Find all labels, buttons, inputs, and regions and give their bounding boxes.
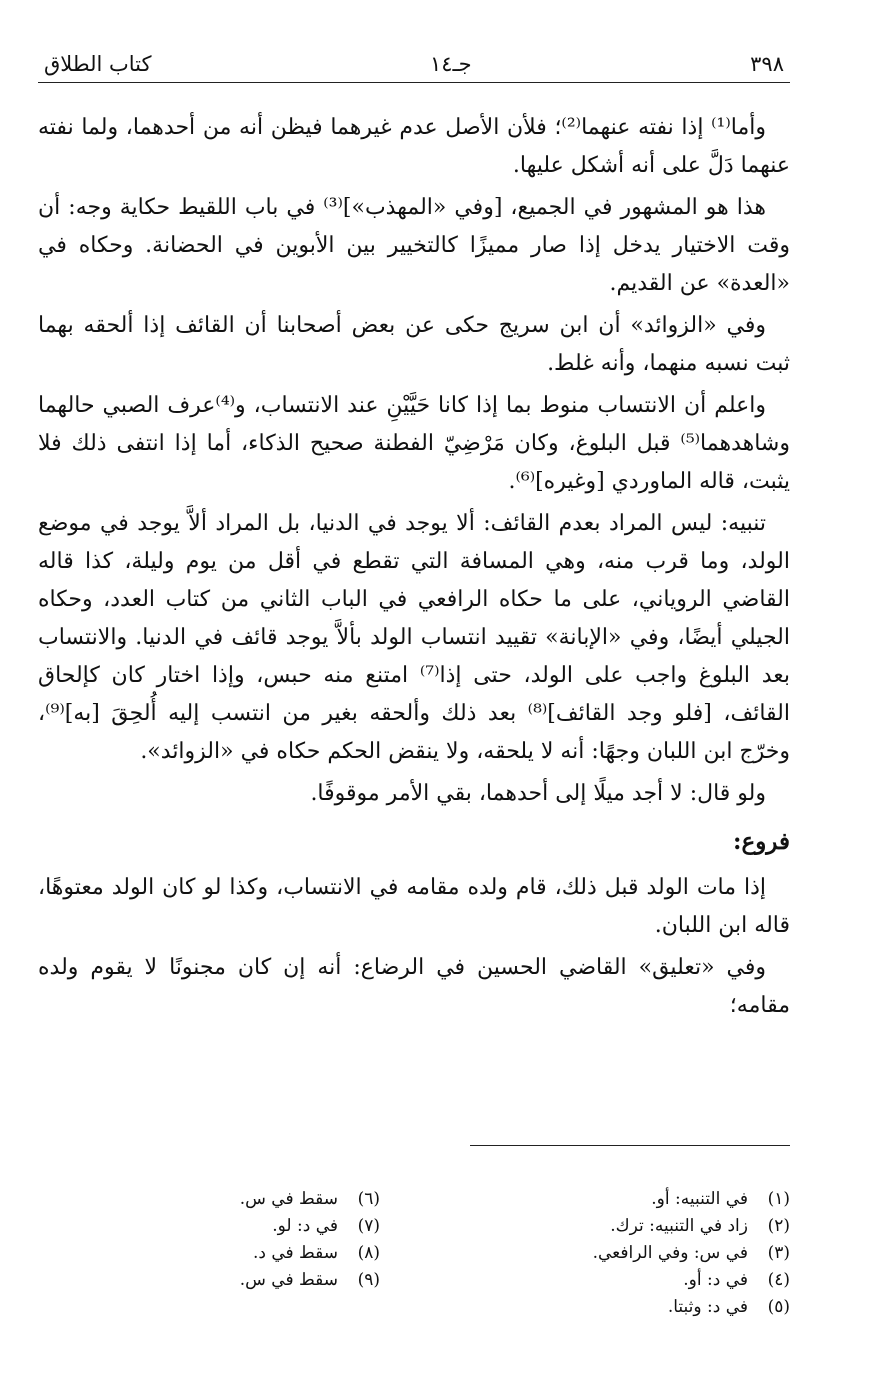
footnote-number: (١) [767, 1189, 790, 1209]
footnote-text: في التنبيه: أو. [651, 1189, 748, 1209]
footnote-item [490, 1267, 790, 1294]
footnote-number: (٥) [767, 1297, 790, 1317]
page-number: ٣٩٨ [750, 52, 784, 76]
footnote-item [80, 1186, 380, 1213]
volume-label: جـ١٤ [429, 52, 472, 76]
footnote-item [80, 1267, 380, 1294]
footnote-text: في د: أو. [683, 1270, 748, 1290]
footnote-number: (٢) [767, 1216, 790, 1236]
footnotes-column-left [80, 1186, 380, 1294]
footnote-item [80, 1240, 380, 1267]
footnote-item [490, 1186, 790, 1213]
paragraph-3: وفي «الزوائد» أن ابن سريج حكى عن بعض أصحابنا أن القائف إذا ألحقه بهما ثبت نسبه منهما، وأنه غلط. [38, 313, 790, 376]
footnote-number: (٦) [357, 1189, 380, 1209]
footnotes-column-right [490, 1186, 790, 1321]
paragraph-6: ولو قال: لا أجد ميلًا إلى أحدهما، بقي الأمر موقوفًا. [310, 781, 766, 806]
footnote-text: في د: لو. [272, 1216, 338, 1236]
footnote-number: (٨) [357, 1243, 380, 1263]
footnote-item [490, 1294, 790, 1321]
book-page [38, 52, 790, 1317]
running-header [38, 52, 790, 83]
footnote-number: (٧) [357, 1216, 380, 1236]
footnote-number: (٤) [767, 1270, 790, 1290]
footnote-separator [470, 1145, 790, 1146]
section-subheading: فروع: [732, 828, 790, 855]
paragraph-2: هذا هو المشهور في الجميع، [وفي «المهذب»]⁽³⁾ في باب اللقيط حكاية وجه: أن وقت الاختيار يدخل إذا صار مميزًا كالتخيير بين الأبوين في الحضانة. وحكاه في «العدة» عن القديم. [38, 195, 790, 296]
footnote-number: (٩) [357, 1270, 380, 1290]
paragraph-5: تنبيه: ليس المراد بعدم القائف: ألا يوجد في الدنيا، بل المراد ألاَّ يوجد في موضع الولد، وما قرب منه، وهي المسافة التي تقطع في أقل من يوم وليلة، كذا قاله القاضي الروياني، على ما حكاه الرافعي في الباب الثاني من كتاب العدد، وحكاه الجيلي أيضًا، وفي «الإبانة» تقييد انتساب الولد بألاَّ يوجد قائف في الدنيا. والانتساب بعد البلوغ واجب على الولد، حتى إذا⁽⁷⁾ امتنع منه حبس، وإذا اختار كان كإلحاق القائف، [فلو وجد القائف]⁽⁸⁾ بعد ذلك وألحقه بغير من انتسب إليه أُلحِقَ [به]⁽⁹⁾، وخرّج ابن اللبان وجهًا: أنه لا يلحقه، ولا ينقض الحكم حكاه في «الزوائد». [38, 511, 790, 764]
footnote-text: سقط في س. [239, 1189, 338, 1209]
footnote-text: سقط في د. [252, 1243, 338, 1263]
footnote-item [80, 1213, 380, 1240]
footnote-item [490, 1240, 790, 1267]
footnote-text: في د: وثبتا. [667, 1297, 748, 1317]
paragraph-7: إذا مات الولد قبل ذلك، قام ولده مقامه في الانتساب، وكذا لو كان الولد معتوهًا، قاله ابن اللبان. [38, 875, 790, 938]
paragraph-4: واعلم أن الانتساب منوط بما إذا كانا حَيَّيْنِ عند الانتساب، و⁽⁴⁾عرف الصبي حالهما وشاهدهما⁽⁵⁾ قبل البلوغ، وكان مَرْضِيّ الفطنة صحيح الذكاء، أما إذا انتفى ذلك فلا يثبت، قاله الماوردي [وغيره]⁽⁶⁾. [38, 393, 790, 494]
paragraph-8: وفي «تعليق» القاضي الحسين في الرضاع: أنه إن كان مجنونًا لا يقوم ولده مقامه؛ [38, 955, 790, 1018]
footnote-text: في س: وفي الرافعي. [592, 1243, 748, 1263]
footnote-item [490, 1213, 790, 1240]
footnote-text: زاد في التنبيه: ترك. [610, 1216, 748, 1236]
paragraph-1: وأما⁽¹⁾ إذا نفته عنهما⁽²⁾؛ فلأن الأصل عدم غيرهما فيظن أنه من أحدهما، ولما نفته عنهما دَلَّ على أنه أشكل عليها. [38, 115, 790, 178]
footnote-text: سقط في س. [239, 1270, 338, 1290]
footnote-number: (٣) [767, 1243, 790, 1263]
main-text [38, 109, 790, 1025]
book-title: كتاب الطلاق [44, 52, 152, 76]
